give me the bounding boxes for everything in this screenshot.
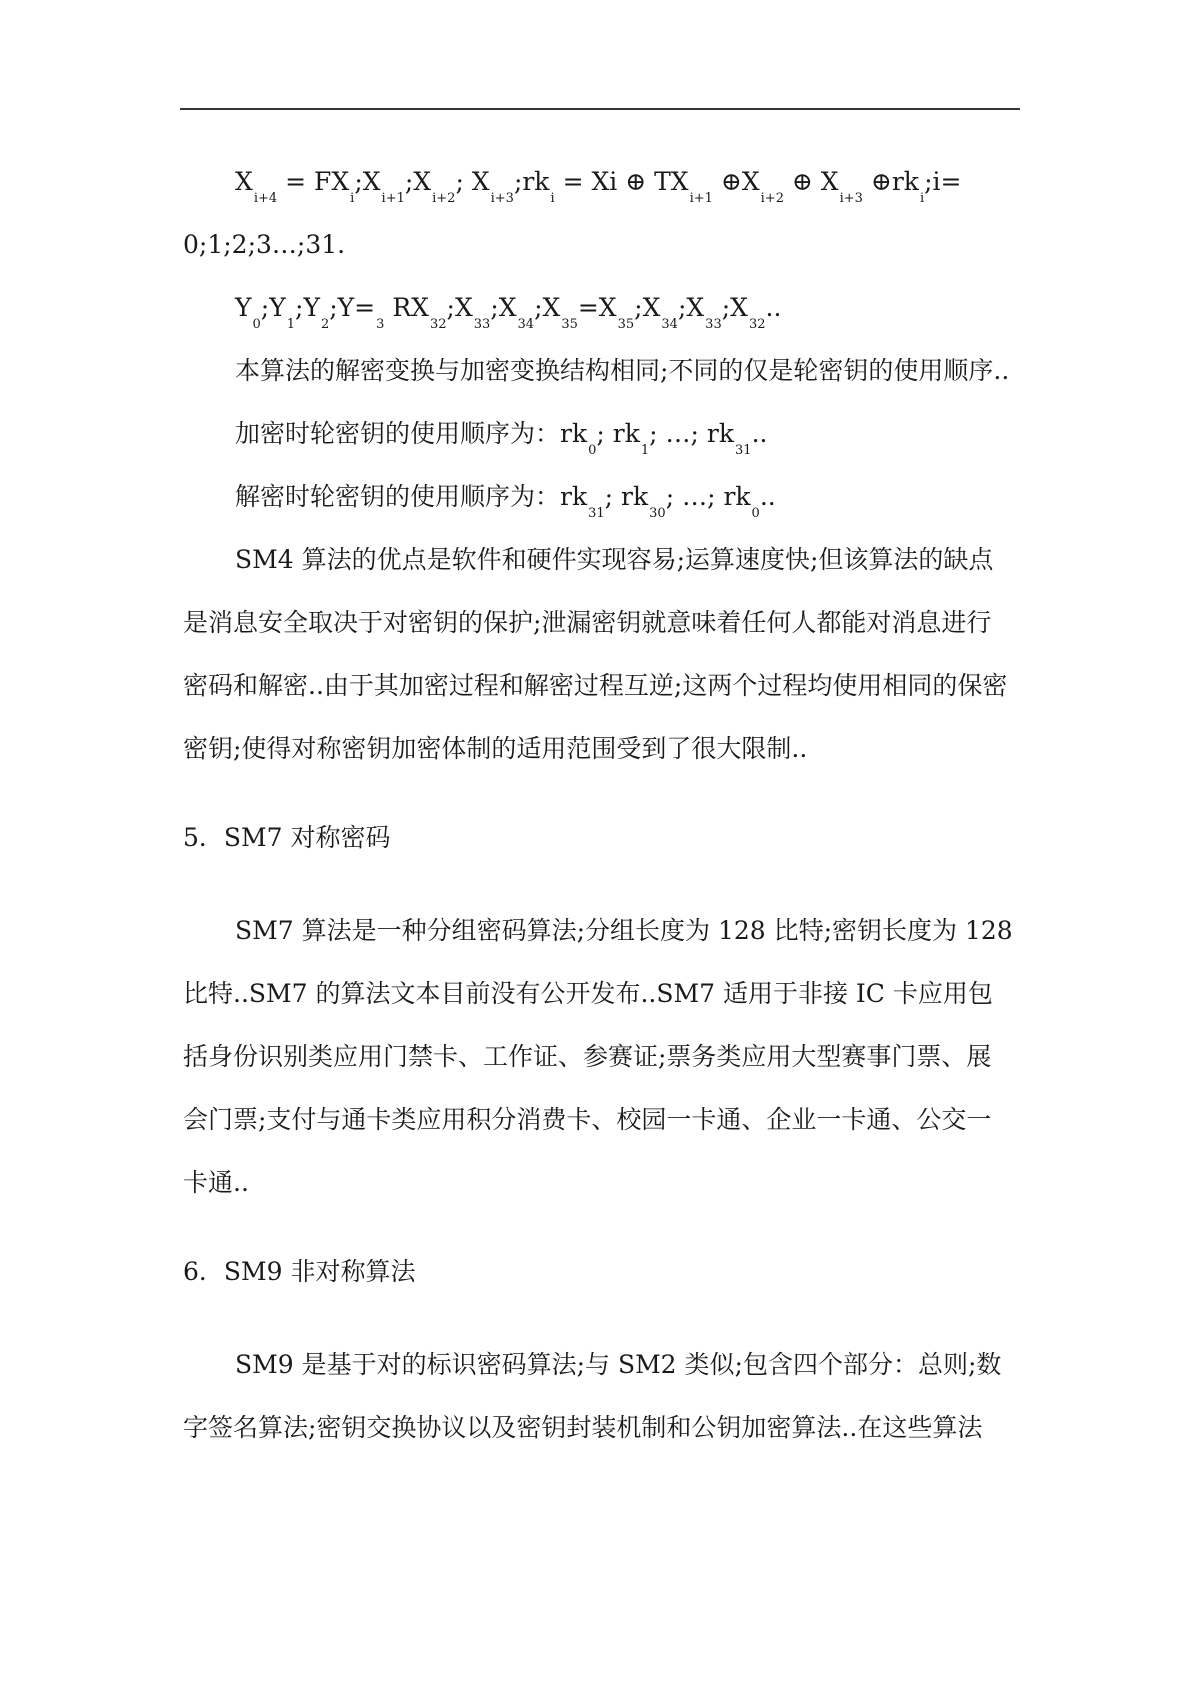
- formula-1-lhs: $X_{i+4}$ = $FX_i;X_{i+1};X_{i+2}$; $X_{i+3};rk_i$: [235, 167, 555, 206]
- section-heading-sm7: 5．SM7 对称密码: [183, 823, 391, 852]
- paragraph-decrypt-structure: 本算法的解密变换与加密变换结构相同;不同的仅是轮密钥的使用顺序..: [235, 356, 1010, 385]
- formula-1-continuation: 0;1;2;3…;31.: [183, 230, 346, 259]
- paragraph-sm9: SM9 是基于对的标识密码算法;与 SM2 类似;包含四个部分：总则;数字签名算法;密钥交换协议以及密钥封装机制和公钥加密算法..在这些算法: [183, 1350, 1002, 1442]
- document-body: [183, 150, 1013, 1459]
- section-heading-sm9: 6．SM9 非对称算法: [183, 1257, 416, 1286]
- formula-output-transform: $Y_0;Y_1;Y_2;Y=_3$ $RX_{32};X_{33};X_{34};X_{35}=X_{35};X_{34};X_{33};X_{32}$..: [235, 293, 782, 332]
- formula-round-function: [183, 150, 1013, 213]
- decryption-key-order: 解密时轮密钥的使用顺序为：$rk_{31}$; $rk_{30}$; …; $rk_0$..: [235, 482, 776, 521]
- header-rule: [180, 108, 1020, 110]
- paragraph-sm4-summary: SM4 算法的优点是软件和硬件实现容易;运算速度快;但该算法的缺点是消息安全取决于对密钥的保护;泄漏密钥就意味着任何人都能对消息进行密码和解密..由于其加密过程和解密过程互逆;这两个过程均使用相同的保密密钥;使得对称密钥加密体制的适用范围受到了很大限制..: [183, 545, 1008, 763]
- formula-round-index-range: [183, 213, 1013, 276]
- encryption-key-order: 加密时轮密钥的使用顺序为：$rk_0$; $rk_1$; …; $rk_{31}$..: [235, 419, 768, 458]
- paragraph-sm7: SM7 算法是一种分组密码算法;分组长度为 128 比特;密钥长度为 128 比特..SM7 的算法文本目前没有公开发布..SM7 适用于非接 IC 卡应用包括身份识别类应用门禁卡、工作证、参赛证;票务类应用大型赛事门票、展会门票;支付与通卡类应用积分消费卡、校园一卡通、企业一卡通、公交一卡通..: [183, 916, 1013, 1197]
- formula-1-rhs: = Xi ⊕ $TX_{i+1}$ $\oplus X_{i+2}$ ⊕ $X_{i+3}$ $\oplus rk_i;i=$: [562, 167, 962, 206]
